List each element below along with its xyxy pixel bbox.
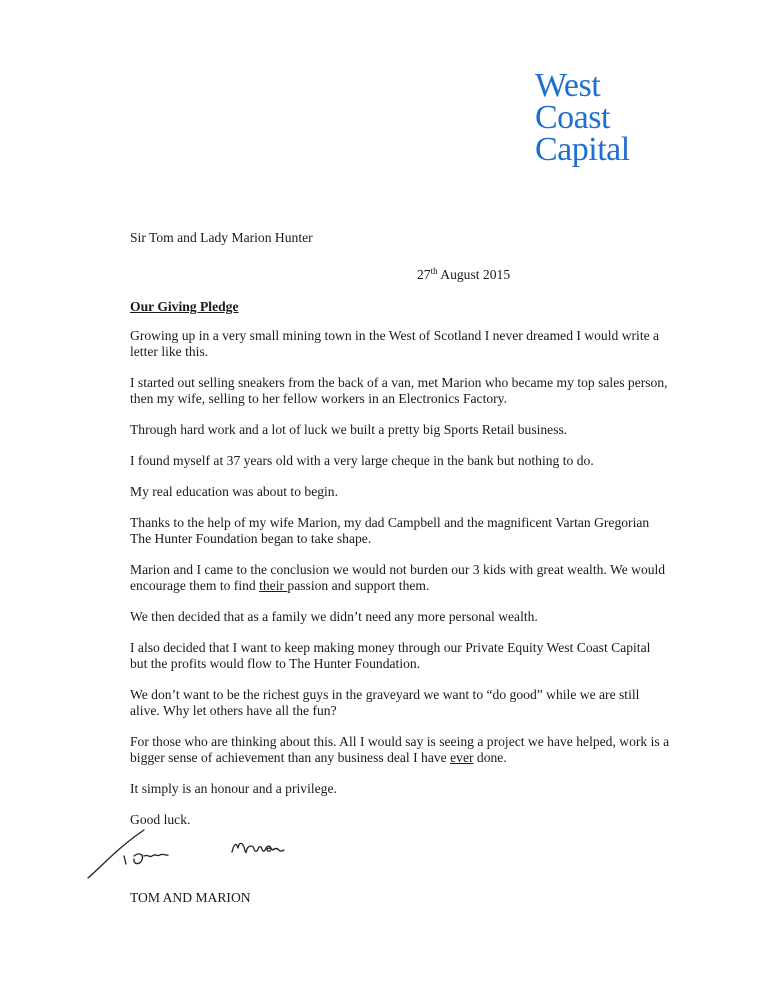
paragraph-3: Through hard work and a lot of luck we built a pretty big Sports Retail business.	[130, 422, 568, 437]
paragraph-2: I started out selling sneakers from the back of a van, met Marion who became my top sales person, then my wife, selling to her fellow workers in an Electronics Factory.	[130, 375, 668, 406]
paragraph-8: We then decided that as a family we didn’t need any more personal wealth.	[130, 609, 538, 624]
underlined-ever: ever	[450, 750, 474, 765]
signature-tom	[88, 830, 168, 878]
paragraph-12: It simply is an honour and a privilege.	[130, 781, 337, 796]
paragraph-7	[130, 562, 670, 594]
company-logo	[535, 67, 630, 168]
letter-body	[130, 230, 670, 843]
paragraph-11	[130, 734, 670, 766]
letter-heading: Our Giving Pledge	[130, 299, 239, 314]
paragraph-9: I also decided that I want to keep making money through our Private Equity West Coast Capital but the profits would flow to The Hunter Foundation.	[130, 640, 651, 671]
paragraph-11-start: For those who are thinking about this. All I would say is seeing a project we have helped, work is a bigger sense of achievement than any business deal I have	[130, 734, 670, 765]
paragraph-10: We don’t want to be the richest guys in the graveyard we want to “do good” while we are still alive. Why let others have all the fun?	[130, 687, 640, 718]
paragraph-6: Thanks to the help of my wife Marion, my dad Campbell and the magnificent Vartan Gregorian The Hunter Foundation began to take shape.	[130, 515, 650, 546]
date-day: 27	[417, 267, 431, 282]
date-rest: August 2015	[437, 267, 511, 282]
recipient-line: Sir Tom and Lady Marion Hunter	[130, 230, 313, 245]
paragraph-11-end: done.	[473, 750, 507, 765]
letter-date	[130, 267, 670, 283]
date-suffix: th	[430, 266, 438, 276]
paragraph-13: Good luck.	[130, 812, 191, 827]
paragraph-7-start: Marion and I came to the conclusion we would not burden our 3 kids with great wealth. We would encourage them to find	[130, 562, 666, 593]
paragraph-5: My real education was about to begin.	[130, 484, 339, 499]
logo-line-capital: Capital	[535, 131, 630, 168]
logo-line-coast: Coast	[535, 99, 610, 136]
paragraph-1: Growing up in a very small mining town in the West of Scotland I never dreamed I would write a letter like this.	[130, 328, 660, 359]
logo-line-west: West	[535, 67, 601, 104]
underlined-their: their	[259, 578, 288, 593]
paragraph-4: I found myself at 37 years old with a very large cheque in the bank but nothing to do.	[130, 453, 594, 468]
handwritten-signatures	[84, 826, 324, 886]
signature-marion	[232, 843, 284, 852]
paragraph-7-end: passion and support them.	[287, 578, 430, 593]
signoff-names: TOM AND MARION	[130, 890, 251, 905]
